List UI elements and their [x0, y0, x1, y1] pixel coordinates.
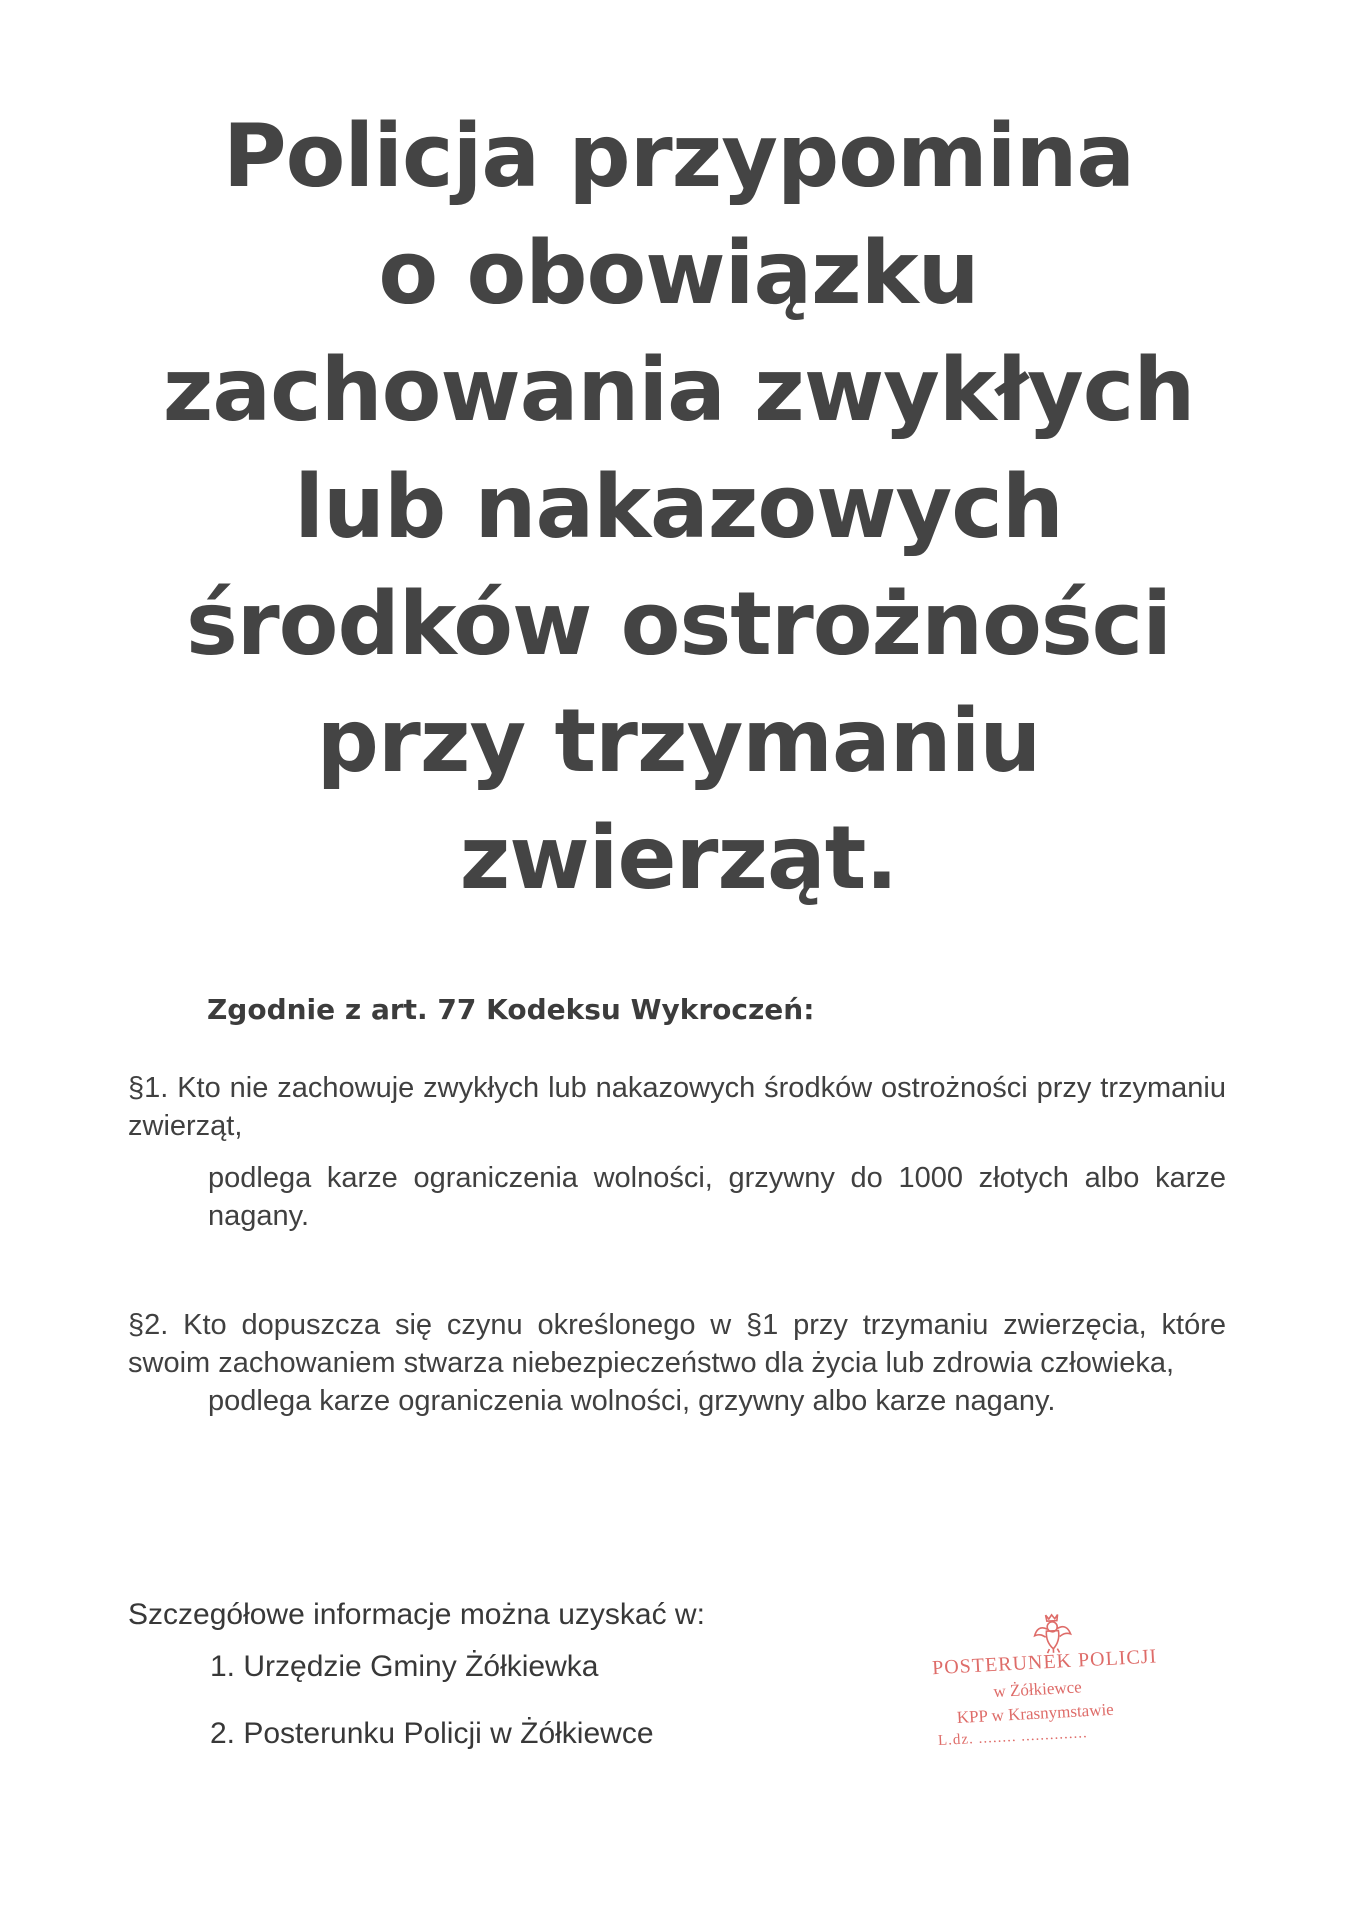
headline-line: lub nakazowych — [294, 456, 1063, 558]
legal-section-1 — [128, 1069, 1226, 1235]
section-2-penalty: podlega karze ograniczenia wolności, grzywny albo karze nagany. — [208, 1385, 1056, 1417]
headline-line: środków ostrożności — [185, 573, 1172, 675]
headline — [0, 98, 1357, 917]
list-item: 2. Posterunku Policji w Żółkiewce — [210, 1717, 654, 1750]
legal-heading: Zgodnie z art. 77 Kodeksu Wykroczeń: — [207, 993, 815, 1026]
stamp-line-1: POSTERUNEK POLICJI — [931, 1645, 1158, 1680]
headline-line: przy trzymaniu — [316, 690, 1041, 792]
headline-line: Policja przypomina — [222, 105, 1135, 207]
stamp-line-3: KPP w Krasnymstawie — [956, 1699, 1115, 1727]
headline-line: zwierząt. — [459, 807, 898, 909]
info-title: Szczegółowe informacje można uzyskać w: — [128, 1598, 705, 1631]
info-list — [210, 1650, 654, 1784]
section-1-penalty: podlega karze ograniczenia wolności, grzywny do 1000 złotych albo karze nagany. — [208, 1162, 1226, 1232]
legal-section-2 — [128, 1306, 1226, 1420]
stamp-line-2: w Żółkiewce — [993, 1677, 1083, 1702]
section-1-text: §1. Kto nie zachowuje zwykłych lub nakazowych środków ostrożności przy trzymaniu zwierząt, — [128, 1072, 1226, 1142]
police-stamp — [922, 1603, 1219, 1758]
headline-line: o obowiązku — [378, 222, 979, 324]
list-item: 1. Urzędzie Gminy Żółkiewka — [210, 1650, 599, 1683]
stamp-line-4: L.dz. ........ .............. — [937, 1725, 1089, 1749]
headline-line: zachowania zwykłych — [162, 339, 1195, 441]
section-2-text: §2. Kto dopuszcza się czynu określonego w §1 przy trzymaniu zwierzęcia, które swoim zachowaniem stwarza niebezpieczeństwo dla życia lub zdrowia człowieka, — [128, 1309, 1226, 1379]
